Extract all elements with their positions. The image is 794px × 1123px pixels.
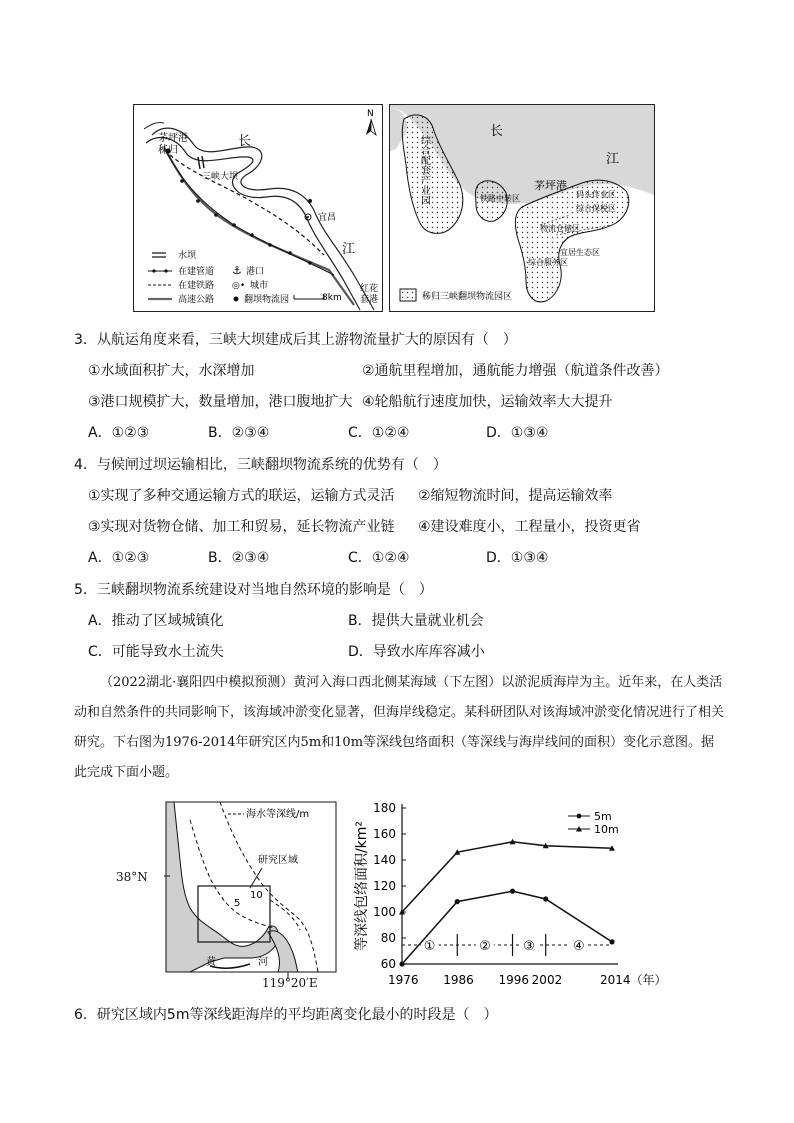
q5-choice-a[interactable]: A．推动了区域城镇化 [88,613,224,629]
q3-choice-d[interactable]: D．①③④ [486,425,549,441]
q4-choice-c[interactable]: C．①②④ [348,550,410,566]
legend-label: 10m [594,823,619,836]
q4-item-4: ④建设难度小，工程量小，投资更省 [418,519,641,535]
label-sanxia: 三峡大坝 [202,172,239,182]
legend-contour: 海水等深线/m [246,809,310,820]
point-5m [609,939,614,944]
x-tick-label: 2014（年） [600,973,667,987]
q5-stem: 5．三峡翻坝物流系统建设对当地自然环境的影响是（ ） [74,582,433,598]
railway-line [170,155,324,255]
label-matou: 码头作业区 [576,190,616,199]
point-5m [455,899,460,904]
q4-item-1: ①实现了多种交通运输方式的联运，运输方式灵活 [88,488,395,504]
passage: （2022湖北·襄阳四中模拟预测）黄河入海口西北侧某海域（下左图）以淤泥质海岸为主。近年来，在人类活动和自然条件的共同影响下，该海域冲淤变化显著，但海岸线稳定。某科研团队对该海域冲淤变化情况进行了相关研究。下右图为1976-2014年研究区内5m和10m等深线包络面积（等深线与海岸线间的面积）变化示意图。据此完成下面小题。 [74,675,725,780]
period-label: ④ [573,939,585,954]
y-tick-label: 160 [373,827,396,841]
label-maoping: 茅坪港 [158,133,188,144]
map-logistics-park [389,104,655,312]
label-zonghe: 综合配套产业园 [418,135,430,205]
legend-port: 港口 [246,267,265,277]
q3-choice-a[interactable]: A．①②③ [88,425,150,441]
q4-choice-b[interactable]: B．②③④ [208,550,270,566]
y-tick-label: 80 [380,931,396,945]
map2-svg [390,105,654,311]
legend-railway: 在建铁路 [178,281,215,291]
label-wuliu: 物流仓储区 [540,224,580,233]
label-lon: 119°20′E [262,976,318,990]
period-label: ③ [523,939,535,954]
x-tick-label: 1986 [443,973,474,987]
period-label: ① [423,939,436,954]
label-honghua: 红花 [360,284,379,294]
map1-legend [148,249,342,305]
label-taogang: 套港 [360,295,379,305]
point-5m [543,896,548,901]
legend-park: 翻坝物流园 [244,295,290,305]
series-line-10m [402,842,612,912]
label-lat: 38°N [116,870,148,884]
label-study-area: 研究区域 [258,855,298,866]
scale-bar: 8km [322,293,342,303]
q5-choice-b[interactable]: B．提供大量就业机会 [348,613,484,629]
north-label: N [367,109,374,119]
pipeline-dots [180,179,312,265]
map3-svg [150,800,340,992]
label-zigui: 秭归 [158,145,178,156]
y-tick-label: 140 [373,853,396,867]
label-chang: 长 [238,134,252,149]
q3-choice-c[interactable]: C．①②④ [348,425,410,441]
legend-city: 城市 [250,281,269,291]
period-label: ② [479,939,491,954]
dam-symbol [198,156,204,169]
y-axis-label: 等深线包络面积/km² [354,820,370,952]
y-tick-label: 120 [373,879,396,893]
q4-item-2: ②缩短物流时间，提高运输效率 [418,488,613,504]
y-tick-label: 180 [373,801,396,815]
legend-dam: 水坝 [178,251,197,261]
label-baoshui: 综合保税区 [576,204,616,213]
q3-stem: 3．从航运角度来看，三峡大坝建成后其上游物流量扩大的原因有（ ） [74,332,517,348]
label-chang2: 长 [490,124,504,139]
x-tick-label: 1996 [498,973,530,987]
q3-item-3: ③港口规模扩大，数量增加，港口腹地扩大 [88,394,353,410]
area-chart [346,798,676,994]
legend-pipeline: 在建管道 [178,267,215,277]
label-c5: 5 [234,898,241,909]
q6-stem: 6．研究区域内5m等深线距海岸的平均距离变化最小的时段是（ ） [74,1007,498,1023]
x-tick-label: 2002 [531,973,563,987]
label-yichang: 宜昌 [318,213,337,223]
q4-choice-a[interactable]: A．①②③ [88,550,150,566]
q4-choice-d[interactable]: D．①③④ [486,550,549,566]
q5-choice-d[interactable]: D．导致水库库容减小 [348,644,485,660]
q5-choice-c[interactable]: C．可能导致水土流失 [88,644,224,660]
legend-label: 5m [594,810,612,823]
q3-choice-b[interactable]: B．②③④ [208,425,270,441]
x-tick-label: 1976 [388,973,419,987]
label-huang: 黄 [206,957,216,968]
q4-stem: 4．与候闸过坝运输相比，三峡翻坝物流系统的优势有（ ） [74,457,447,473]
map-three-gorges-transport [133,104,383,312]
legend-park-swatch [400,289,416,301]
label-c10: 10 [250,890,263,901]
chart-svg [346,798,676,994]
label-he: 河 [258,957,268,968]
map1-svg [134,105,382,311]
point-5m [399,961,404,966]
anchor-icon: ⚓ [232,264,242,277]
label-tielu: 铁路中转区 [480,194,520,203]
label-shengtai: 宜居生态区 [560,248,600,257]
q4-item-3: ③实现对货物仓储、加工和贸易，延长物流产业链 [88,519,395,535]
label-fuwu: 综合服务区 [528,258,568,267]
north-arrow-icon [366,119,376,135]
city-icon: ◎• [232,281,246,291]
legend-park2: 秭归三峡翻坝物流园区 [422,292,513,302]
label-jiang: 江 [342,242,356,257]
legend-marker [577,814,582,819]
q3-item-4: ④轮船航行速度加快，运输效率大大提升 [362,394,613,410]
legend-highway: 高速公路 [178,295,215,305]
y-tick-label: 100 [373,905,396,919]
y-tick-label: 60 [380,957,396,971]
q3-item-2: ②通航里程增加，通航能力增强（航道条件改善） [362,363,669,379]
point-5m [510,889,515,894]
q3-item-1: ①水域面积扩大，水深增加 [88,363,255,379]
label-jiang2: 江 [606,152,620,167]
label-maoping2: 茅坪港 [534,179,567,192]
map-yellow-river-delta [150,800,340,992]
